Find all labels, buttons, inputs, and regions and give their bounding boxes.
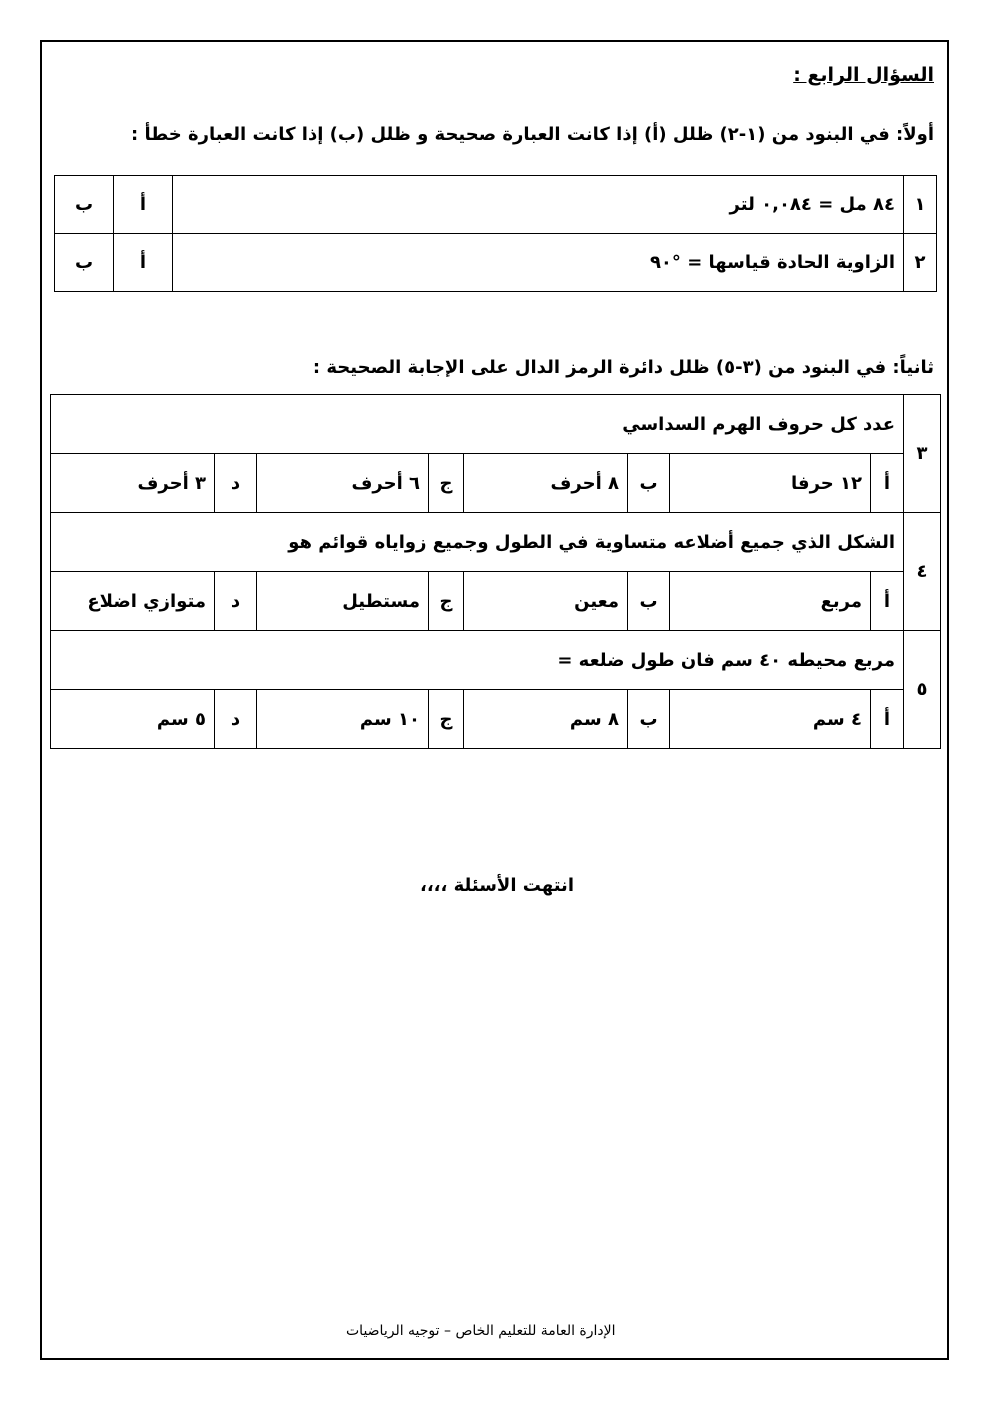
- choice-text: مربع: [670, 572, 871, 631]
- part2-instruction: ثانياً: في البنود من (٣-٥) ظلل دائرة الرمز الدال على الإجابة الصحيحة :: [312, 357, 934, 378]
- item-statement: الزاوية الحادة قياسها = °٩٠: [173, 234, 904, 292]
- choice-text: ٨ أحرف: [464, 454, 628, 513]
- choice-letter[interactable]: ب: [628, 690, 670, 749]
- choice-letter[interactable]: ج: [429, 572, 464, 631]
- item-number: ٤: [904, 513, 941, 631]
- choice-text: ١٢ حرفا: [670, 454, 871, 513]
- question-row: [51, 395, 941, 454]
- choice-letter[interactable]: د: [215, 690, 257, 749]
- choice-text: ٨ سم: [464, 690, 628, 749]
- choice-text: متوازي اضلاع: [51, 572, 215, 631]
- option-a[interactable]: أ: [114, 176, 173, 234]
- choice-letter[interactable]: ب: [628, 454, 670, 513]
- item-statement: ٨٤ مل = ٠,٠٨٤ لتر: [173, 176, 904, 234]
- multiple-choice-table: [50, 394, 941, 749]
- choice-text: ٤ سم: [670, 690, 871, 749]
- question-text: الشكل الذي جميع أضلاعه متساوية في الطول وجميع زواياه قوائم هو: [51, 513, 904, 572]
- choice-letter[interactable]: ب: [628, 572, 670, 631]
- choice-text: ٥ سم: [51, 690, 215, 749]
- section-title: السؤال الرابع :: [793, 64, 934, 86]
- question-row: [51, 513, 941, 572]
- choice-letter[interactable]: أ: [871, 572, 904, 631]
- table-row: [55, 234, 937, 292]
- choices-row: [51, 454, 941, 513]
- option-b[interactable]: ب: [55, 234, 114, 292]
- choice-letter[interactable]: أ: [871, 690, 904, 749]
- choices-row: [51, 572, 941, 631]
- choice-letter[interactable]: ج: [429, 454, 464, 513]
- item-number: ٣: [904, 395, 941, 513]
- choice-text: ١٠ سم: [257, 690, 429, 749]
- choice-text: مستطيل: [257, 572, 429, 631]
- table-row: [55, 176, 937, 234]
- option-a[interactable]: أ: [114, 234, 173, 292]
- end-note: انتهت الأسئلة ،،،،: [420, 875, 574, 896]
- choice-text: معين: [464, 572, 628, 631]
- choices-row: [51, 690, 941, 749]
- option-b[interactable]: ب: [55, 176, 114, 234]
- question-text: عدد كل حروف الهرم السداسي: [51, 395, 904, 454]
- choice-text: ٦ أحرف: [257, 454, 429, 513]
- question-text: مربع محيطه ٤٠ سم فان طول ضلعه =: [51, 631, 904, 690]
- choice-text: ٣ أحرف: [51, 454, 215, 513]
- item-number: ٢: [904, 234, 937, 292]
- item-number: ١: [904, 176, 937, 234]
- true-false-table: [54, 175, 937, 292]
- question-row: [51, 631, 941, 690]
- part1-instruction: أولاً: في البنود من (١-٢) ظلل (أ) إذا كانت العبارة صحيحة و ظلل (ب) إذا كانت العبارة خطأ :: [131, 124, 934, 145]
- item-number: ٥: [904, 631, 941, 749]
- choice-letter[interactable]: د: [215, 572, 257, 631]
- choice-letter[interactable]: ج: [429, 690, 464, 749]
- choice-letter[interactable]: د: [215, 454, 257, 513]
- choice-letter[interactable]: أ: [871, 454, 904, 513]
- footer: الإدارة العامة للتعليم الخاص – توجيه الرياضيات: [346, 1323, 616, 1339]
